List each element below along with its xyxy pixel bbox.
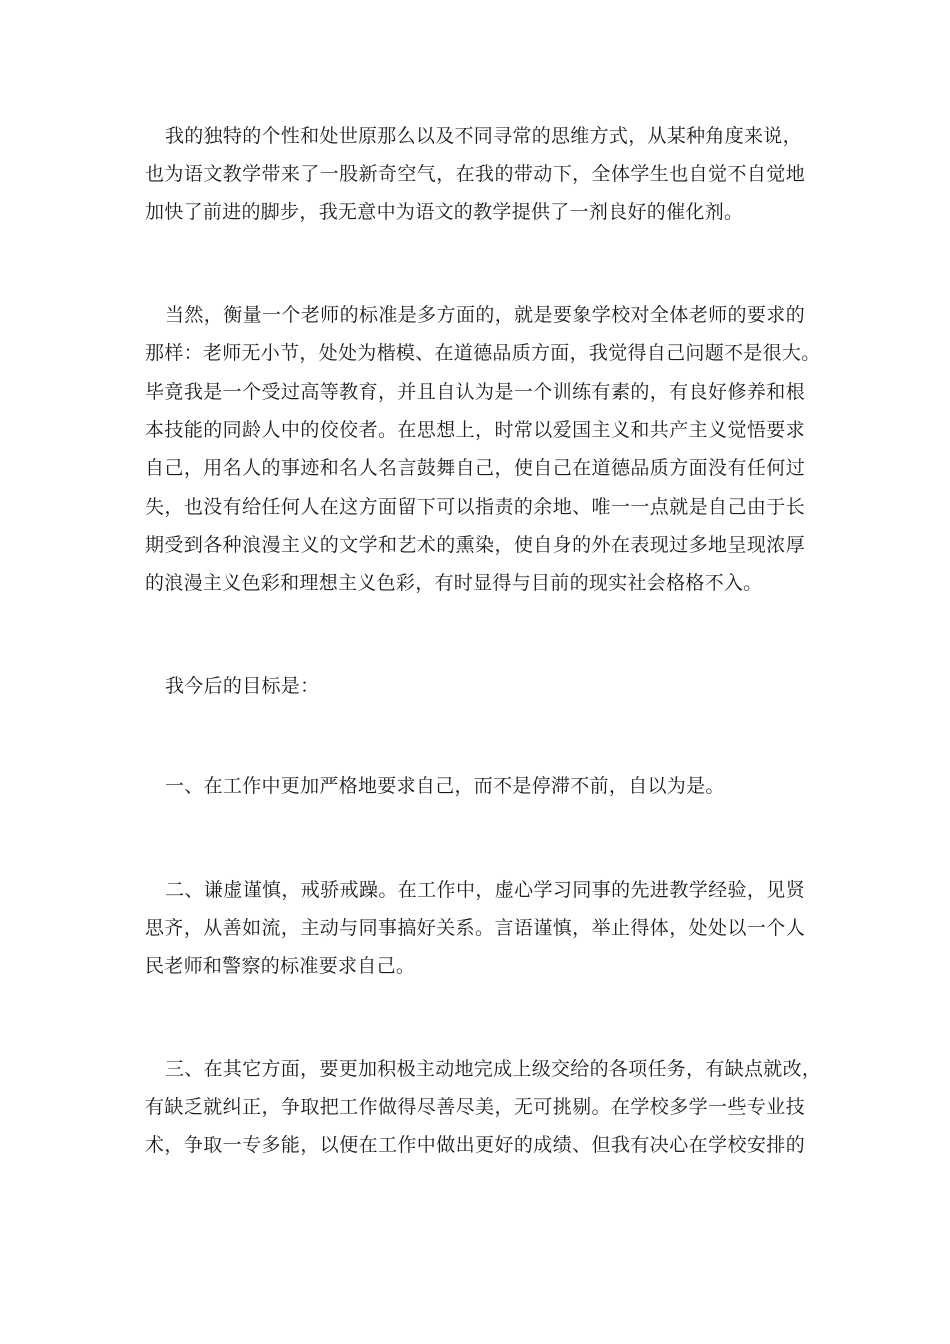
text-line: 民老师和警察的标准要求自己。 <box>145 955 416 977</box>
text-line: 我的独特的个性和处世原那么以及不同寻常的思维方式，从某种角度来说， <box>165 125 802 147</box>
text-line: 当然，衡量一个老师的标准是多方面的，就是要象学校对全体老师的要求的 <box>165 304 805 326</box>
text-line: 自己，用名人的事迹和名人名言鼓舞自己，使自己在道德品质方面没有任何过 <box>145 457 805 479</box>
text-line: 三、在其它方面，要更加积极主动地完成上级交给的各项任务，有缺点就改， <box>165 1058 822 1080</box>
text-line: 的浪漫主义色彩和理想主义色彩，有时显得与目前的现实社会格格不入。 <box>145 572 763 594</box>
text-line: 二、谦虚谨慎，戒骄戒躁。在工作中，虚心学习同事的先进教学经验，见贤 <box>165 879 805 901</box>
text-line: 那样：老师无小节，处处为楷模、在道德品质方面，我觉得自己问题不是很大。 <box>145 342 821 364</box>
text-line: 也为语文教学带来了一股新奇空气，在我的带动下，全体学生也自觉不自觉地 <box>145 163 805 185</box>
text-line: 毕竟我是一个受过高等教育，并且自认为是一个训练有素的，有良好修养和根 <box>145 381 805 403</box>
text-line: 期受到各种浪漫主义的文学和艺术的熏染，使自身的外在表现过多地呈现浓厚 <box>145 534 805 556</box>
text-line: 我今后的目标是： <box>165 675 320 697</box>
text-line: 本技能的同龄人中的佼佼者。在思想上，时常以爱国主义和共产主义觉悟要求 <box>145 419 805 441</box>
text-line: 术，争取一专多能，以便在工作中做出更好的成绩、但我有决心在学校安排的 <box>145 1134 805 1156</box>
text-line: 加快了前进的脚步，我无意中为语文的教学提供了一剂良好的催化剂。 <box>145 201 744 223</box>
text-line: 思齐，从善如流，主动与同事搞好关系。言语谨慎，举止得体，处处以一个人 <box>145 917 805 939</box>
text-line: 失，也没有给任何人在这方面留下可以指责的余地、唯一一点就是自己由于长 <box>145 496 805 518</box>
text-line: 一、在工作中更加严格地要求自己，而不是停滞不前，自以为是。 <box>165 775 725 797</box>
text-line: 有缺乏就纠正，争取把工作做得尽善尽美，无可挑剔。在学校多学一些专业技 <box>145 1096 805 1118</box>
